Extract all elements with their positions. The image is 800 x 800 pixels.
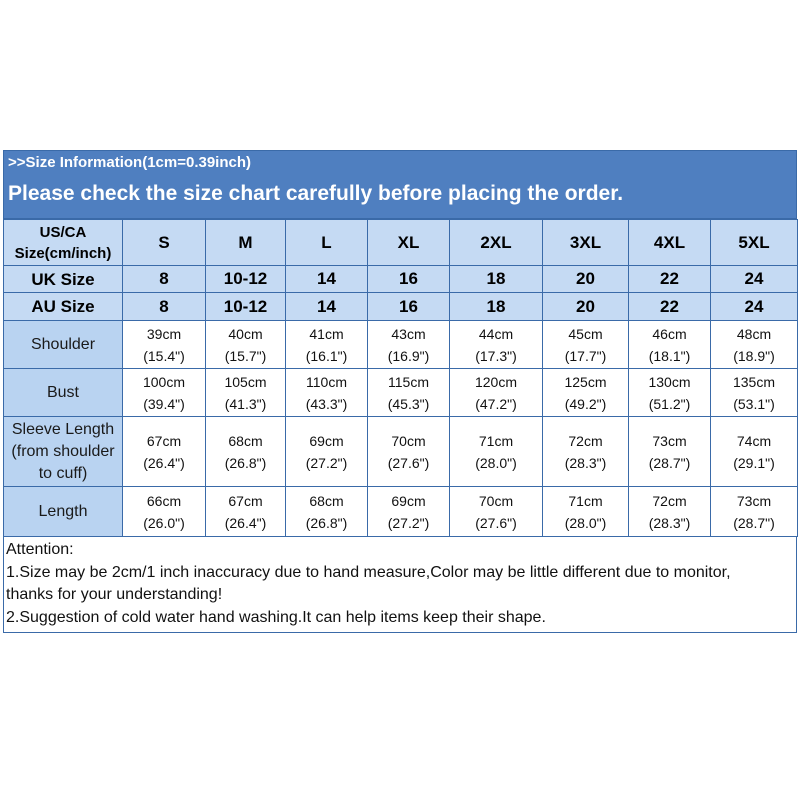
cm-value: 69cm (309, 432, 344, 449)
cm-value: 73cm (736, 492, 772, 509)
size-check-notice: Please check the size chart carefully before placing the order. (8, 182, 624, 205)
measure-cell (450, 487, 543, 537)
cm-value: 69cm (391, 492, 426, 509)
measure-cell (450, 321, 543, 369)
attention-note-2: 2.Suggestion of cold water hand washing.It can help items keep their shape. (6, 608, 546, 626)
au-size-cell: 10-12 (206, 293, 286, 321)
uk-size-cell: 16 (368, 266, 450, 293)
uk-size-cell: 24 (711, 266, 798, 293)
measure-cell (711, 369, 798, 417)
measure-cell (629, 321, 711, 369)
cm-value: 71cm (478, 432, 514, 449)
inch-value: (15.4") (143, 347, 185, 364)
bust-label: Bust (4, 369, 123, 417)
inch-value: (49.2") (564, 395, 607, 412)
measure-cell (123, 321, 206, 369)
measure-cell (629, 417, 711, 487)
cm-value: 71cm (568, 492, 603, 509)
attention-note-1: 1.Size may be 2cm/1 inch inaccuracy due to hand measure,Color may be little different due to monitor, (6, 563, 731, 581)
cm-value: 110cm (306, 373, 347, 390)
au-size-cell: 20 (543, 293, 629, 321)
inch-value: (27.2") (305, 454, 348, 471)
measure-cell (123, 369, 206, 417)
cm-value: 45cm (568, 325, 603, 342)
measure-cell (206, 369, 286, 417)
size-cell: XL (368, 220, 450, 266)
size-cell: 5XL (711, 220, 798, 266)
measure-cell (711, 487, 798, 537)
inch-value: (28.0") (475, 454, 517, 471)
inch-value: (16.9") (387, 347, 430, 364)
shoulder-row (4, 321, 798, 369)
cm-value: 66cm (146, 492, 182, 509)
au-size-label: AU Size (4, 293, 123, 321)
measure-cell (368, 321, 450, 369)
measure-cell (123, 417, 206, 487)
cm-value: 46cm (652, 325, 687, 342)
size-chart (3, 150, 797, 633)
au-size-cell: 8 (123, 293, 206, 321)
measure-cell (206, 321, 286, 369)
attention-title: Attention: (6, 541, 74, 558)
cm-value: 100cm (142, 373, 186, 390)
inch-value: (17.3") (475, 347, 517, 364)
sleeve-length-label (4, 417, 123, 487)
inch-value: (28.3") (648, 514, 691, 531)
inch-value: (45.3") (387, 395, 430, 412)
inch-value: (18.1") (648, 347, 691, 364)
uk-size-cell: 10-12 (206, 266, 286, 293)
cm-value: 72cm (652, 492, 687, 509)
measure-cell (629, 369, 711, 417)
uk-size-row (4, 266, 798, 293)
uk-size-cell: 14 (286, 266, 368, 293)
cm-value: 39cm (146, 325, 182, 342)
sleeve-label-line: to cuff) (38, 464, 88, 482)
inch-value: (17.7") (564, 347, 607, 364)
bust-row (4, 369, 798, 417)
measure-cell (123, 487, 206, 537)
size-cell: 4XL (629, 220, 711, 266)
au-size-row (4, 293, 798, 321)
uk-size-label: UK Size (4, 266, 123, 293)
inch-value: (27.6") (475, 514, 517, 531)
measure-cell (450, 417, 543, 487)
cm-inch-label-text: Size(cm/inch) (14, 244, 112, 262)
uk-size-cell: 8 (123, 266, 206, 293)
measure-cell (286, 321, 368, 369)
inch-value: (39.4") (143, 395, 185, 412)
uk-size-cell: 20 (543, 266, 629, 293)
inch-value: (26.4") (224, 514, 267, 531)
cm-value: 135cm (732, 373, 776, 390)
uk-size-cell: 22 (629, 266, 711, 293)
length-label: Length (4, 487, 123, 537)
cm-value: 70cm (391, 432, 426, 449)
measure-cell (368, 417, 450, 487)
inch-value: (28.7") (648, 454, 691, 471)
cm-value: 41cm (309, 325, 344, 342)
uk-size-cell: 18 (450, 266, 543, 293)
cm-value: 67cm (228, 492, 263, 509)
cm-value: 68cm (228, 432, 263, 449)
au-size-cell: 22 (629, 293, 711, 321)
measure-cell (286, 487, 368, 537)
cm-value: 44cm (478, 325, 514, 342)
size-cell: 3XL (543, 220, 629, 266)
attention-notes (3, 537, 797, 633)
inch-value: (15.7") (224, 347, 267, 364)
size-table (3, 219, 798, 537)
au-size-cell: 18 (450, 293, 543, 321)
length-row (4, 487, 798, 537)
cm-value: 48cm (736, 325, 772, 342)
cm-value: 120cm (474, 373, 518, 390)
sleeve-label-line: (from shoulder (11, 442, 115, 460)
measure-cell (543, 487, 629, 537)
inch-value: (29.1") (733, 454, 775, 471)
cm-value: 73cm (652, 432, 687, 449)
inch-value: (41.3") (224, 395, 267, 412)
size-cell: S (123, 220, 206, 266)
inch-value: (18.9") (733, 347, 775, 364)
inch-value: (26.0") (143, 514, 185, 531)
inch-value: (53.1") (733, 395, 775, 412)
inch-value: (27.6") (387, 454, 430, 471)
cm-value: 43cm (391, 325, 426, 342)
measure-cell (368, 487, 450, 537)
chart-header (3, 150, 797, 219)
us-ca-size-row (4, 220, 798, 266)
au-size-cell: 24 (711, 293, 798, 321)
measure-cell (450, 369, 543, 417)
inch-value: (51.2") (648, 395, 691, 412)
attention-note-1-continued: thanks for your understanding! (6, 586, 223, 603)
measure-cell (206, 417, 286, 487)
au-size-cell: 16 (368, 293, 450, 321)
inch-value: (16.1") (305, 347, 348, 364)
measure-cell (368, 369, 450, 417)
inch-value: (26.8") (224, 454, 267, 471)
measure-cell (711, 321, 798, 369)
measure-cell (543, 321, 629, 369)
inch-value: (47.2") (475, 395, 517, 412)
inch-value: (26.8") (305, 514, 348, 531)
us-ca-label-text: US/CA (39, 223, 87, 241)
cm-value: 70cm (478, 492, 514, 509)
size-cell: 2XL (450, 220, 543, 266)
inch-value: (28.7") (733, 514, 775, 531)
measure-cell (286, 417, 368, 487)
sleeve-label-line: Sleeve Length (11, 420, 115, 438)
inch-value: (26.4") (143, 454, 185, 471)
inch-value: (43.3") (305, 395, 348, 412)
us-ca-size-label (4, 220, 123, 266)
cm-value: 130cm (648, 373, 691, 390)
cm-value: 115cm (388, 373, 429, 390)
cm-value: 105cm (224, 373, 267, 390)
cm-value: 74cm (736, 432, 772, 449)
inch-value: (28.0") (564, 514, 607, 531)
cm-value: 40cm (228, 325, 263, 342)
shoulder-label: Shoulder (4, 321, 123, 369)
cm-value: 68cm (309, 492, 344, 509)
measure-cell (711, 417, 798, 487)
size-info-heading: >>Size Information(1cm=0.39inch) (8, 154, 251, 171)
size-cell: M (206, 220, 286, 266)
measure-cell (543, 417, 629, 487)
size-cell: L (286, 220, 368, 266)
measure-cell (286, 369, 368, 417)
au-size-cell: 14 (286, 293, 368, 321)
measure-cell (543, 369, 629, 417)
cm-value: 125cm (564, 373, 607, 390)
inch-value: (28.3") (564, 454, 607, 471)
inch-value: (27.2") (387, 514, 430, 531)
cm-value: 67cm (146, 432, 182, 449)
measure-cell (206, 487, 286, 537)
cm-value: 72cm (568, 432, 603, 449)
sleeve-length-row (4, 417, 798, 487)
measure-cell (629, 487, 711, 537)
